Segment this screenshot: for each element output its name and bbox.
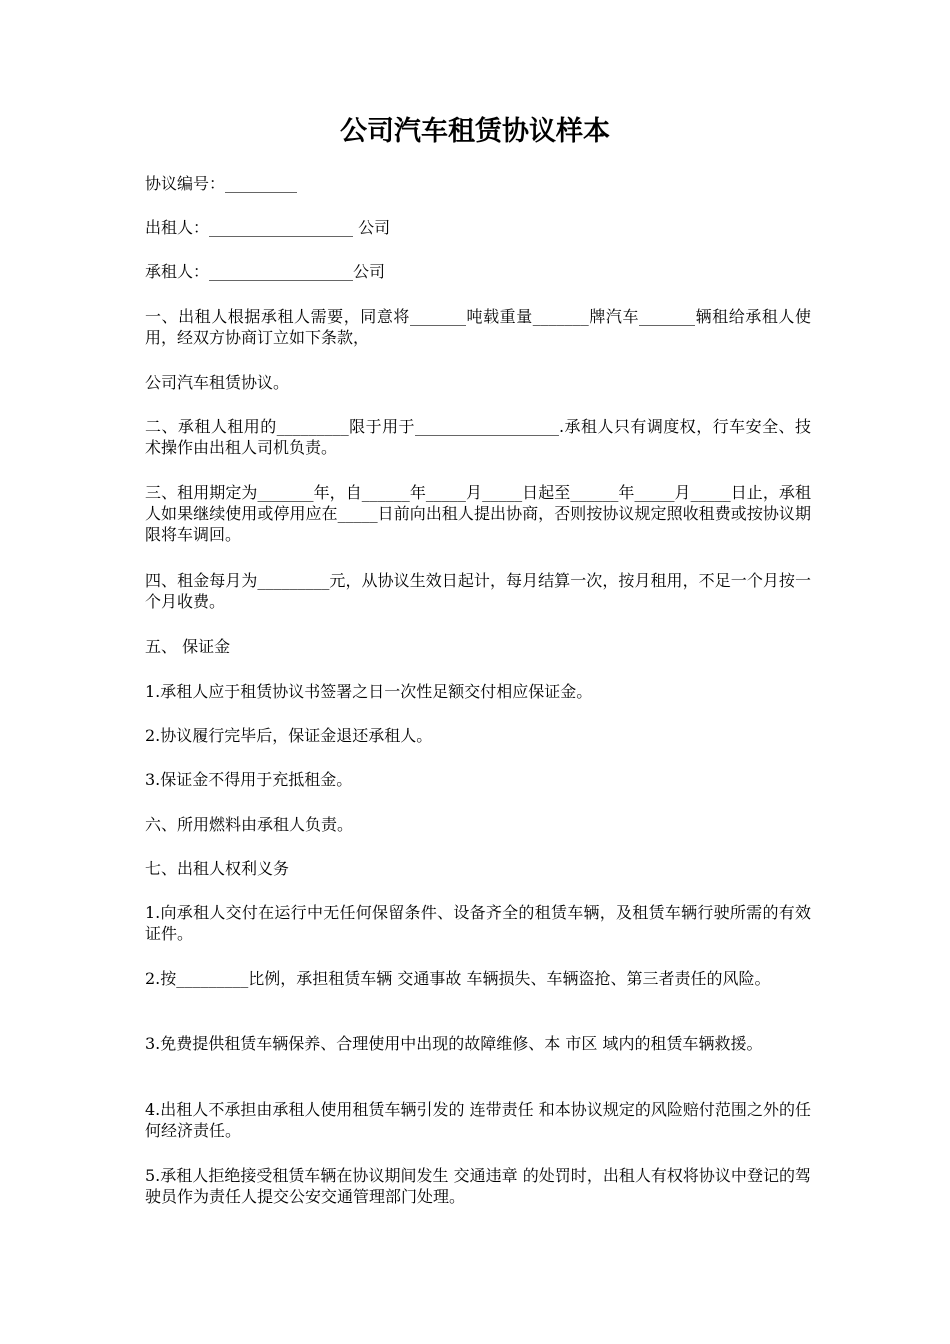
clause-7-item-4: 4.出租人不承担由承租人使用租赁车辆引发的 连带责任 和本协议规定的风险赔付范围之外的任何经济责任。	[145, 1100, 811, 1140]
clause-7-item-5: 5.承租人拒绝接受租赁车辆在协议期间发生 交通违章 的处罚时，出租人有权将协议中登记的驾驶员作为责任人提交公安交通管理部门处理。	[145, 1166, 811, 1206]
clause-4: 四、租金每月为_________元，从协议生效日起计，每月结算一次，按月租用，不足一个月按一个月收费。	[145, 571, 811, 611]
clause-5-heading: 五、 保证金	[145, 637, 231, 656]
lessor-line: 出租人：__________________ 公司	[145, 218, 391, 237]
clause-1-note: 公司汽车租赁协议。	[145, 373, 290, 392]
clause-5-item-3: 3.保证金不得用于充抵租金。	[145, 770, 353, 789]
clause-2: 二、承租人租用的_________限于用于__________________.承租人只有调度权，行车安全、技术操作由出租人司机负责。	[145, 417, 811, 457]
clause-5-item-2: 2.协议履行完毕后，保证金退还承租人。	[145, 726, 433, 745]
clause-7-heading: 七、出租人权利义务	[145, 859, 290, 878]
document-title: 公司汽车租赁协议样本	[340, 116, 610, 147]
lessee-line: 承租人：__________________公司	[145, 262, 386, 281]
clause-6: 六、所用燃料由承租人负责。	[145, 815, 354, 834]
clause-1: 一、出租人根据承租人需要，同意将_______吨载重量_______牌汽车_______辆租给承租人使用，经双方协商订立如下条款，	[145, 307, 811, 347]
clause-3: 三、租用期定为_______年，自______年_____月_____日起至______年_____月_____日止，承租人如果继续使用或停用应在_____日前向出租人提出协商，否则按协议规定照收租费或按协议期限将车调回。	[145, 483, 811, 544]
clause-7-item-3: 3.免费提供租赁车辆保养、合理使用中出现的故障维修、本 市区 域内的租赁车辆救援。	[145, 1034, 763, 1053]
clause-7-item-2: 2.按_________比例，承担租赁车辆 交通事故 车辆损失、车辆盗抢、第三者责任的风险。	[145, 969, 771, 988]
clause-5-item-1: 1.承租人应于租赁协议书签署之日一次性足额交付相应保证金。	[145, 682, 593, 701]
clause-7-item-1: 1.向承租人交付在运行中无任何保留条件、设备齐全的租赁车辆，及租赁车辆行驶所需的有效证件。	[145, 903, 811, 943]
agreement-number-line: 协议编号：_________	[145, 174, 298, 193]
